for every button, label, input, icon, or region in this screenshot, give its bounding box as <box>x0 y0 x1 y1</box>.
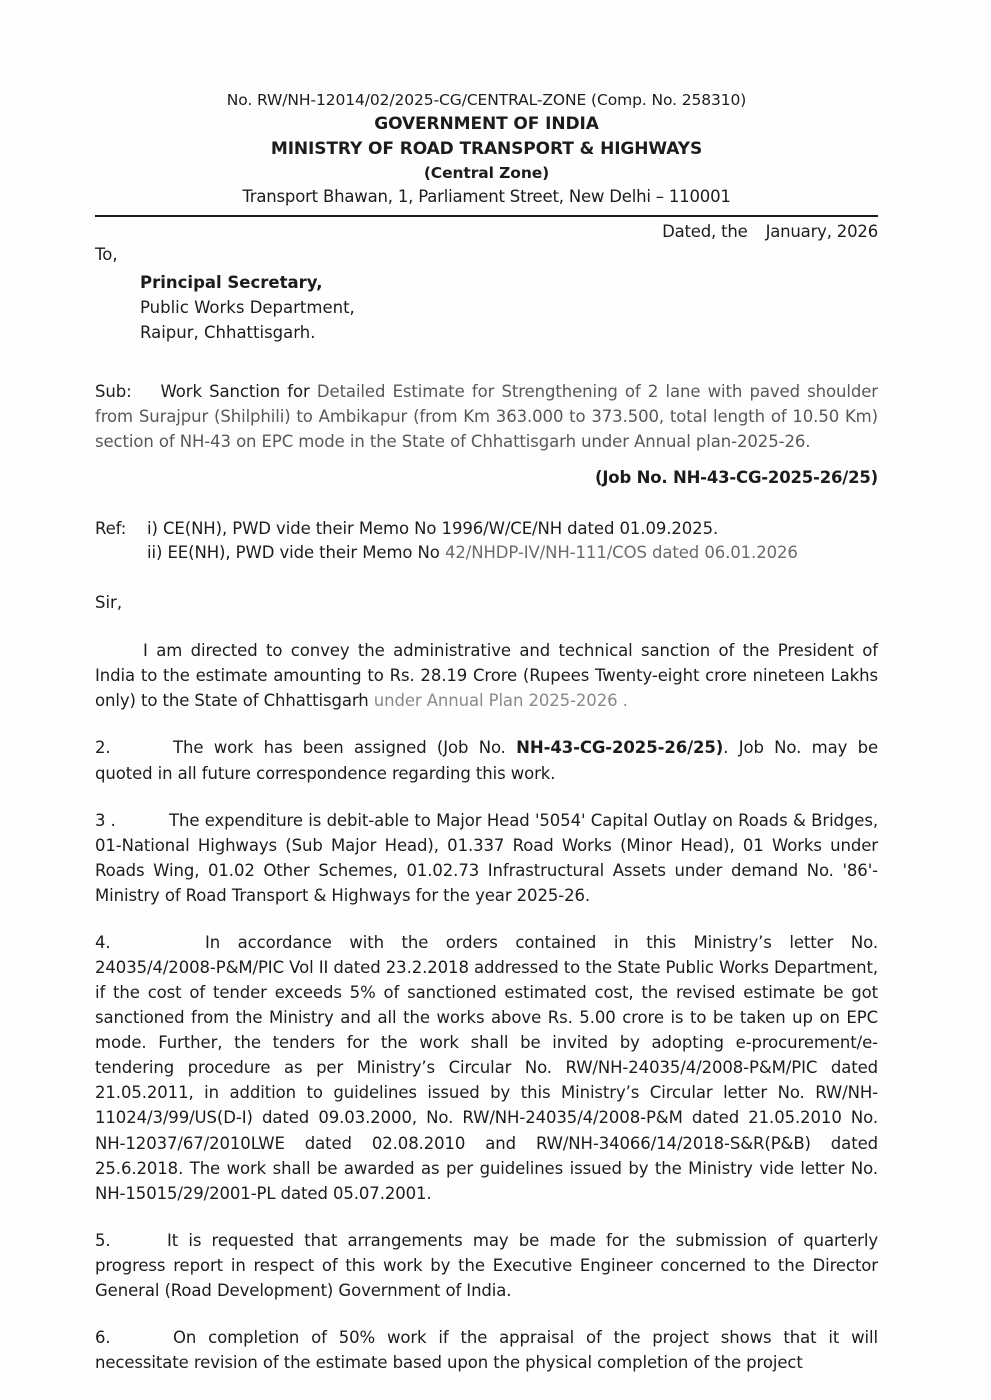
paragraph-body <box>95 713 878 785</box>
government-name: GOVERNMENT OF INDIA <box>374 114 599 135</box>
reference-text: EE(NH), PWD vide their Memo No <box>167 543 445 563</box>
paragraph-number: 4. <box>95 932 111 952</box>
subject-lead: Work Sanction for <box>160 382 310 402</box>
paragraph-body <box>95 1206 878 1303</box>
job-number: (Job No. NH-43-CG-2025-26/25) <box>595 468 878 488</box>
paragraph-number: 5. <box>95 1230 111 1250</box>
paragraph-number: 3 . <box>95 810 116 830</box>
paragraph-body <box>95 908 878 1206</box>
paragraph-text-bold: NH-43-CG-2025-26/25) <box>516 738 724 758</box>
paragraph-text: It is requested that arrangements may be made for the submission of quarterly progress report in respect of this work by the Executive Engineer concerned to the Director General (Road Development) Government of India. <box>95 1230 878 1300</box>
zone-name: (Central Zone) <box>423 164 550 183</box>
paragraph-text: In accordance with the orders contained in this Ministry’s letter No. 24035/4/2008-P&M/PIC Vol II dated 23.2.2018 addressed to the State Public Works Department, if the cost of tender exceeds 5% of sanctioned estimated cost, the revised estimate be got sanctioned from the Ministry and all the works above Rs. 5.00 crore is to be taken up on EPC mode. Further, the tenders for the work shall be invited by adopting e-procurement/e-tendering procedure as per Ministry’s Circular No. RW/NH-24035/4/2008-P&M/PIC dated 21.05.2011, in addition to guidelines issued by this Ministry’s Circular letter No. RW/NH-11024/3/99/US(D-I) dated 09.03.2000, No. RW/NH-24035/4/2008-P&M dated 21.05.2010 No. NH-12037/67/2010LWE dated 02.08.2010 and RW/NH-34066/14/2018-S&R(P&B) dated 25.6.2018. The work shall be awarded as per guidelines issued by the Ministry vide letter No. NH-15015/29/2001-PL dated 05.07.2001. <box>95 932 878 1203</box>
subject-label: Sub: <box>95 382 132 402</box>
salutation: Sir, <box>95 593 123 613</box>
addressee-department: Public Works Department, <box>140 297 355 317</box>
subject-line <box>95 345 878 454</box>
reference-item <box>95 517 878 541</box>
to-label: To, <box>95 244 118 264</box>
subject-body: Detailed Estimate for Strengthening of 2 lane with paved shoulder from Surajpur (Shilphili) to Ambikapur (from Km 363.000 to 373.500, total length of 10.50 Km) section of NH-43 on EPC mode in the State of Chhattisgarh under Annual plan-2025-26. <box>95 382 878 452</box>
addressee-block <box>95 264 878 345</box>
reference-block <box>95 487 878 565</box>
paragraph-text-light: under Annual Plan 2025-2026 . <box>373 691 628 711</box>
addressee-name: Principal Secretary, <box>140 272 323 292</box>
letterhead <box>95 0 878 208</box>
paragraph-number: 6. <box>95 1328 111 1348</box>
paragraph-text-cont: . Job No. may be quoted in all future correspondence regarding this work. <box>95 738 879 783</box>
paragraph-text: The work has been assigned (Job No. <box>173 738 517 758</box>
reference-text-light: 42/NHDP-IV/NH-111/COS dated 06.01.2026 <box>444 543 798 563</box>
reference-marker: i) <box>147 519 158 539</box>
dateline-date: January, 2026 <box>765 221 878 241</box>
dateline <box>95 217 878 241</box>
paragraph-body <box>95 786 878 908</box>
paragraph-body <box>95 1303 878 1375</box>
reference-text: CE(NH), PWD vide their Memo No 1996/W/CE/NH dated 01.09.2025. <box>162 519 719 539</box>
paragraph-text: On completion of 50% work if the appraisal of the project shows that it will necessitate revision of the estimate based upon the physical completion of the project <box>95 1328 878 1373</box>
reference-item <box>95 541 878 565</box>
file-number: No. RW/NH-12014/02/2025-CG/CENTRAL-ZONE (Comp. No. 258310) <box>226 91 747 109</box>
addressee-location: Raipur, Chhattisgarh. <box>140 323 316 343</box>
ministry-name: MINISTRY OF ROAD TRANSPORT & HIGHWAYS <box>270 139 703 160</box>
paragraph-body <box>95 612 878 713</box>
dateline-prefix: Dated, the <box>662 221 748 241</box>
reference-label: Ref: <box>95 519 127 539</box>
document-content <box>95 0 878 1375</box>
paragraph-text: I am directed to convey the administrative and technical sanction of the President of India to the estimate amounting to Rs. 28.19 Crore (Rupees Twenty-eight crore nineteen Lakhs only) to the State of Chhattisgarh <box>95 641 878 711</box>
reference-marker: ii) <box>147 543 163 563</box>
office-address: Transport Bhawan, 1, Parliament Street, New Delhi – 110001 <box>242 187 731 207</box>
paragraph-text: The expenditure is debit-able to Major Head '5054' Capital Outlay on Roads & Bridges, 01-National Highways (Sub Major Head), 01.337 Road Works (Minor Head), 01 Works under Roads Wing, 01.02 Other Schemes, 01.02.73 Infrastructural Assets under demand No. '86'- Ministry of Road Transport & Highways for the year 2025-26. <box>95 810 878 905</box>
paragraph-number: 2. <box>95 738 111 758</box>
